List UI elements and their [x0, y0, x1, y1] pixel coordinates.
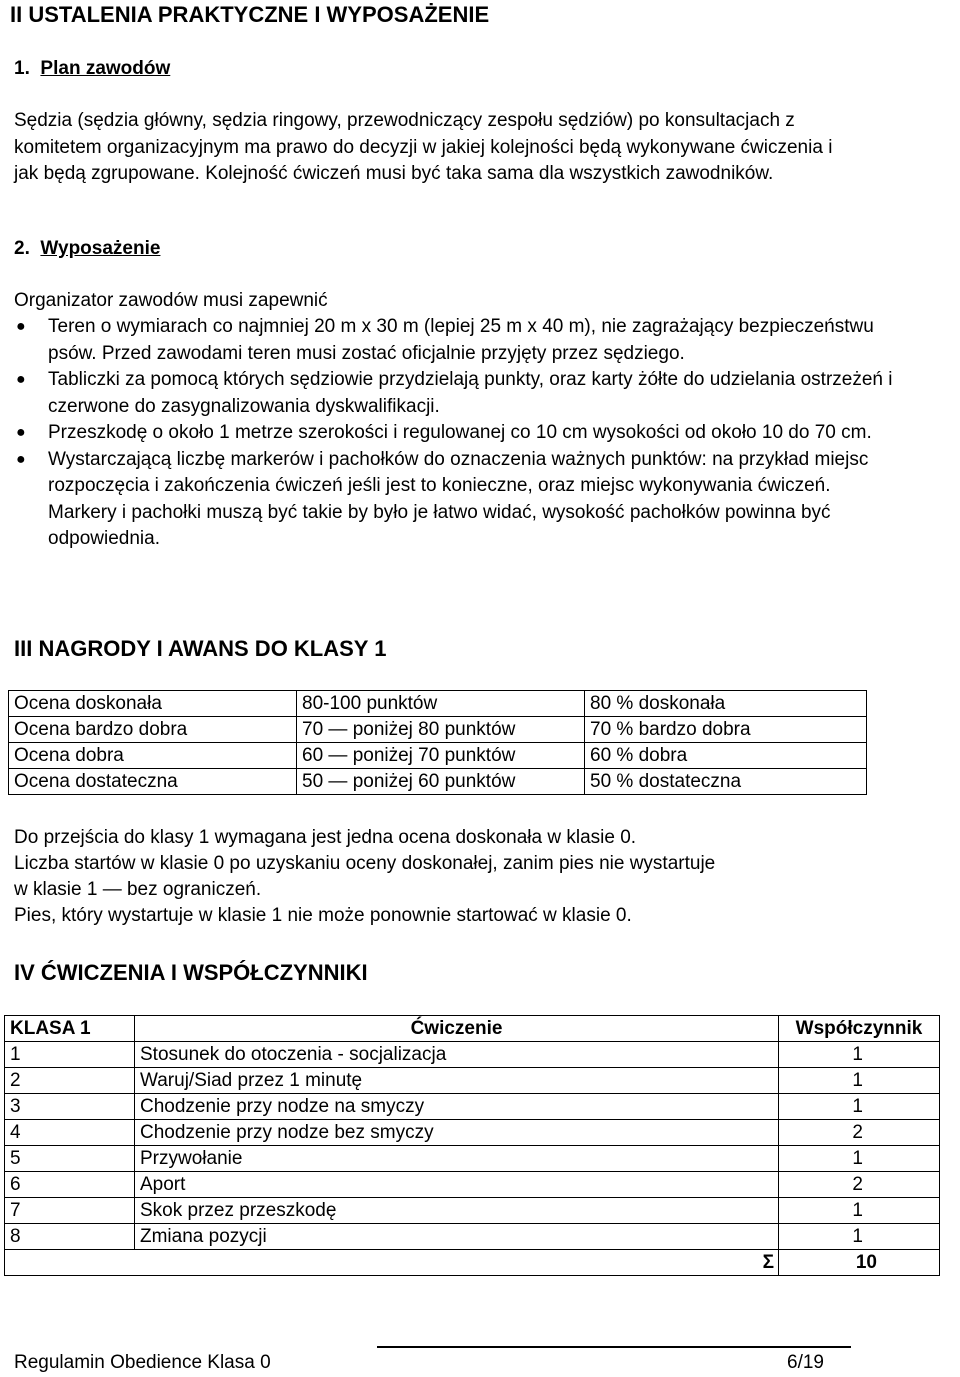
list-item: ● Teren o wymiarach co najmniej 20 m x 30 m (lepiej 25 m x 40 m), nie zagrażający bezpieczeństwu psów. Przed zawodami teren musi zostać oficjalnie przyjęty przez sędziego.	[16, 316, 874, 364]
table-row	[5, 1172, 940, 1198]
exercise-number: 4	[5, 1120, 135, 1146]
exercise-number: 2	[5, 1068, 135, 1094]
table-row	[9, 717, 867, 743]
bullet-icon: ●	[16, 318, 26, 335]
sum-symbol: Σ	[5, 1250, 779, 1276]
table-header-row	[5, 1016, 940, 1042]
table-row	[5, 1042, 940, 1068]
promotion-line: Do przejścia do klasy 1 wymagana jest jedna ocena doskonała w klasie 0.	[14, 827, 637, 848]
section-title-nagrody: III NAGRODY I AWANS DO KLASY 1	[14, 636, 387, 661]
subsection-title-plan	[14, 58, 170, 80]
subsection-heading: Wyposażenie	[40, 238, 161, 259]
table-row	[5, 1146, 940, 1172]
exercise-coefficient: 1	[779, 1068, 940, 1094]
table-cell: 70 % bardzo dobra	[585, 717, 867, 743]
sum-value: 10	[779, 1250, 940, 1276]
plan-paragraph: Sędzia (sędzia główny, sędzia ringowy, przewodniczący zespołu sędziów) po konsultacjach z komitetem organizacyjnym ma prawo do decyzji w jakiej kolejności będą wykonywane ćwiczenia i jak będą zgrupowane. Kolejność ćwiczeń musi być taka sama dla wszystkich zawodników.	[14, 110, 833, 184]
exercise-number: 6	[5, 1172, 135, 1198]
footer-title: Regulamin Obedience Klasa 0	[14, 1352, 271, 1373]
section-title-ustalenia: II USTALENIA PRAKTYCZNE I WYPOSAŻENIE	[10, 2, 490, 27]
exercises-table	[4, 1015, 940, 1276]
table-cell: 60 % dobra	[585, 743, 867, 769]
subsection-number: 1.	[14, 58, 30, 79]
table-row	[5, 1198, 940, 1224]
table-cell: Ocena dostateczna	[9, 769, 297, 795]
exercise-name: Waruj/Siad przez 1 minutę	[135, 1068, 779, 1094]
table-row	[5, 1120, 940, 1146]
column-header: KLASA 1	[5, 1016, 135, 1042]
exercise-name: Stosunek do otoczenia - socjalizacja	[135, 1042, 779, 1068]
exercise-coefficient: 1	[779, 1146, 940, 1172]
column-header: Współczynnik	[779, 1016, 940, 1042]
exercise-number: 3	[5, 1094, 135, 1120]
exercise-number: 1	[5, 1042, 135, 1068]
table-cell: 80 % doskonała	[585, 691, 867, 717]
subsection-title-wyposazenie	[14, 238, 160, 260]
exercise-number: 8	[5, 1224, 135, 1250]
exercise-name: Chodzenie przy nodze bez smyczy	[135, 1120, 779, 1146]
exercise-name: Przywołanie	[135, 1146, 779, 1172]
exercise-coefficient: 1	[779, 1224, 940, 1250]
subsection-heading: Plan zawodów	[40, 58, 171, 79]
exercise-number: 5	[5, 1146, 135, 1172]
list-item: ● Przeszkodę o około 1 metrze szerokości i regulowanej co 10 cm wysokości od około 10 do 70 cm.	[14, 420, 894, 447]
table-cell: Ocena dobra	[9, 743, 297, 769]
grades-table	[8, 690, 867, 795]
list-item: ● Wystarczającą liczbę markerów i pachołków do oznaczenia ważnych punktów: na przykład miejsc rozpoczęcia i zakończenia ćwiczeń jeśli jest to konieczne, oraz miejsc wykonywania ćwiczeń. Markery i pachołki muszą być takie by było je łatwo widać, wysokość pachołków powinna być odpowiednia.	[16, 448, 869, 549]
table-cell: 50 — poniżej 60 punktów	[297, 769, 585, 795]
column-header: Ćwiczenie	[135, 1016, 779, 1042]
table-cell: 70 — poniżej 80 punktów	[297, 717, 585, 743]
bullet-icon: ●	[16, 424, 26, 441]
table-cell: 50 % dostateczna	[585, 769, 867, 795]
table-row	[5, 1094, 940, 1120]
section-title-cwiczenia: IV ĆWICZENIA I WSPÓŁCZYNNIKI	[14, 960, 368, 985]
exercise-coefficient: 2	[779, 1120, 940, 1146]
promotion-line: w klasie 1 — bez ograniczeń.	[14, 879, 262, 900]
exercise-coefficient: 1	[779, 1042, 940, 1068]
table-cell: 80-100 punktów	[297, 691, 585, 717]
exercise-coefficient: 1	[779, 1094, 940, 1120]
list-item: ● Tabliczki za pomocą których sędziowie przydzielają punkty, oraz karty żółte do udzielania ostrzeżeń i czerwone do zasygnalizowania dyskwalifikacji.	[16, 369, 893, 417]
table-row	[9, 691, 867, 717]
footer-page-number: 6/19	[787, 1352, 824, 1373]
bullet-icon: ●	[16, 371, 26, 388]
table-cell: 60 — poniżej 70 punktów	[297, 743, 585, 769]
table-cell: Ocena bardzo dobra	[9, 717, 297, 743]
equipment-list	[14, 314, 894, 553]
bullet-icon: ●	[16, 450, 26, 468]
exercise-coefficient: 2	[779, 1172, 940, 1198]
exercise-name: Skok przez przeszkodę	[135, 1198, 779, 1224]
equipment-intro: Organizator zawodów musi zapewnić	[14, 290, 328, 311]
exercise-name: Zmiana pozycji	[135, 1224, 779, 1250]
subsection-number: 2.	[14, 238, 30, 259]
promotion-line: Liczba startów w klasie 0 po uzyskaniu oceny doskonałej, zanim pies nie wystartuje	[14, 853, 716, 874]
table-row	[9, 769, 867, 795]
table-row	[9, 743, 867, 769]
table-sum-row	[5, 1250, 940, 1276]
footer-divider	[377, 1346, 851, 1348]
table-row	[5, 1068, 940, 1094]
promotion-line: Pies, który wystartuje w klasie 1 nie może ponownie startować w klasie 0.	[14, 905, 632, 926]
table-row	[5, 1224, 940, 1250]
exercise-name: Chodzenie przy nodze na smyczy	[135, 1094, 779, 1120]
exercise-name: Aport	[135, 1172, 779, 1198]
table-cell: Ocena doskonała	[9, 691, 297, 717]
exercise-number: 7	[5, 1198, 135, 1224]
exercise-coefficient: 1	[779, 1198, 940, 1224]
